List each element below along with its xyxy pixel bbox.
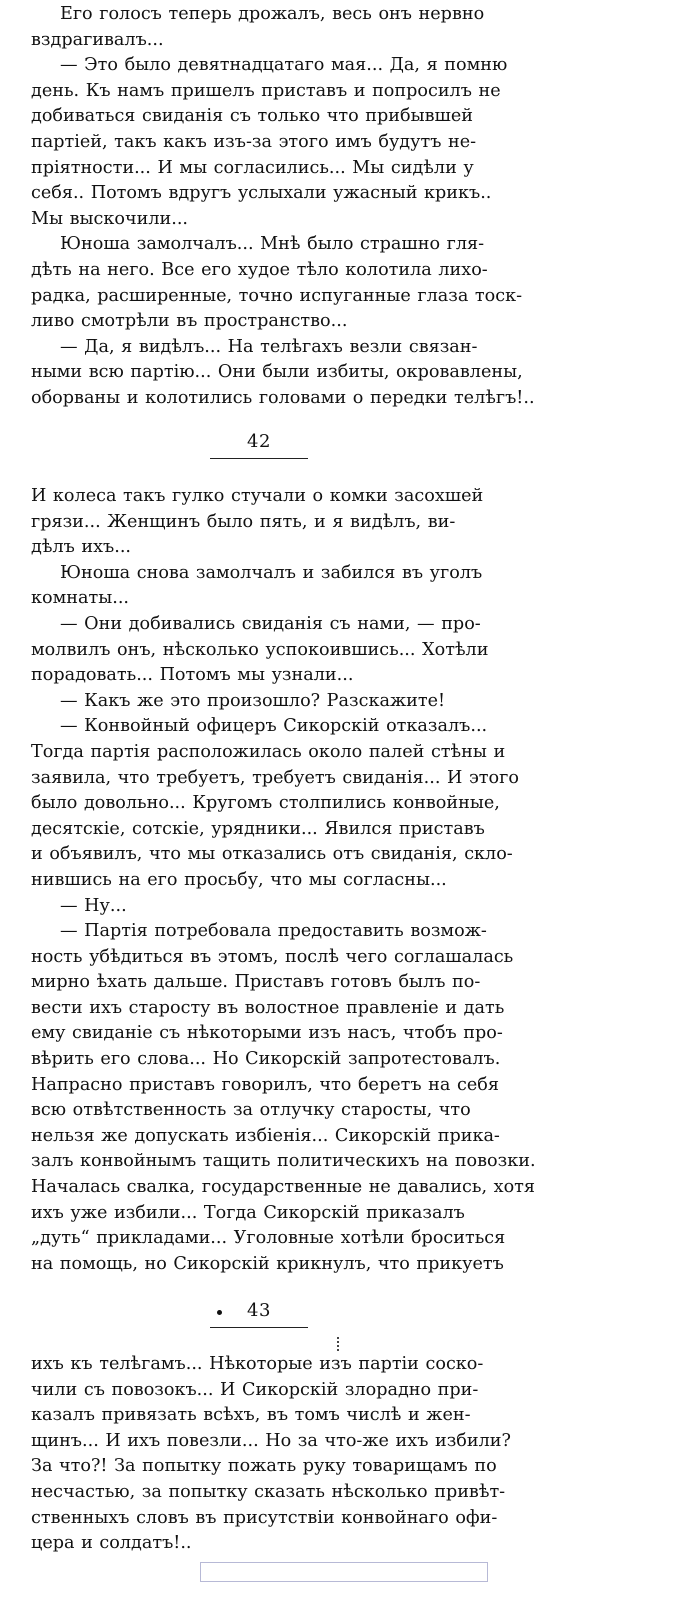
text-line: было довольно... Кругомъ столпились конвойные,	[31, 793, 500, 814]
text-line: на помощь, но Сикорскій крикнулъ, что прикуетъ	[31, 1253, 504, 1274]
text-line: чили съ повозокъ... И Сикорскій злорадно при-	[31, 1379, 479, 1400]
text-line: пріятности... И мы согласились... Мы сидѣли у	[31, 157, 474, 178]
paragraph	[31, 2, 489, 53]
text-line: вести ихъ старосту въ волостное правленіе и дать	[31, 997, 505, 1018]
page-number-label: 43	[247, 1300, 271, 1321]
text-line: ными всю партію... Они были избиты, окровавлены,	[31, 362, 523, 383]
text-line: вздрагивалъ...	[31, 29, 164, 50]
page-number-42	[210, 430, 308, 459]
ink-dots-mark	[337, 1337, 340, 1351]
text-line: ихъ уже избили... Тогда Сикорскій приказалъ	[31, 1202, 465, 1223]
text-line: радка, расширенные, точно испуганные глаза тоск-	[31, 285, 523, 306]
text-line: себя.. Потомъ вдругъ услыхали ужасный крикъ..	[31, 183, 492, 204]
text-line: грязи... Женщинъ было пять, и я видѣлъ, ви-	[31, 511, 456, 532]
text-line: — Они добивались свиданія съ нами, — про-	[60, 613, 481, 634]
text-line: ность убѣдиться въ этомъ, послѣ чего соглашалась	[31, 946, 514, 967]
text-line: вѣрить его слова... Но Сикорскій запротестовалъ.	[31, 1049, 501, 1070]
text-line: оборваны и колотились головами о передки телѣгъ!..	[31, 387, 535, 408]
text-line: день. Къ намъ пришелъ приставъ и попросилъ не	[31, 80, 501, 101]
paragraph	[31, 714, 519, 893]
paragraph	[31, 919, 536, 1277]
text-line: нившись на его просьбу, что мы согласны...	[31, 869, 447, 890]
text-line: дѣть на него. Все его худое тѣло колотила лихо-	[31, 259, 488, 280]
text-line: залъ конвойнымъ тащить политическихъ на повозки.	[31, 1151, 536, 1172]
text-line: несчастью, за попытку сказать нѣсколько привѣт-	[31, 1481, 506, 1502]
text-line: — Ну...	[60, 895, 127, 916]
paragraph	[31, 689, 489, 715]
text-line: ственныхъ словъ въ присутствіи конвойнаго офи-	[31, 1507, 498, 1528]
text-line: нельзя же допускать избіенія... Сикорскій прика-	[31, 1125, 500, 1146]
text-line: партіей, такъ какъ изъ-за этого имъ будутъ не-	[31, 131, 477, 152]
page-divider-rule	[210, 1327, 308, 1328]
text-line: Началась свалка, государственные не давались, хотя	[31, 1177, 536, 1198]
paragraph	[31, 612, 489, 689]
text-line: — Партія потребовала предоставить возмож-	[60, 921, 487, 942]
text-line: Юноша снова замолчалъ и забился въ уголъ	[60, 562, 483, 583]
text-line: ему свиданіе съ нѣкоторыми изъ насъ, чтобъ про-	[31, 1023, 503, 1044]
text-line: Мы выскочили...	[31, 208, 188, 229]
text-line: За что?! За попытку пожать руку товарищамъ по	[31, 1456, 497, 1477]
text-line: десятскіе, сотскіе, урядники... Явился приставъ	[31, 818, 485, 839]
paragraph	[31, 561, 489, 612]
text-line: И колеса такъ гулко стучали о комки засохшей	[31, 486, 484, 506]
text-line: — Это было девятнадцатаго мая... Да, я помню	[60, 55, 508, 76]
page-divider-rule	[210, 458, 308, 459]
page-number-43	[210, 1299, 308, 1328]
paragraph	[31, 484, 489, 561]
text-line: мирно ѣхать дальше. Приставъ готовъ былъ по-	[31, 972, 481, 993]
text-line: „дуть“ прикладами... Уголовные хотѣли броситься	[31, 1228, 506, 1249]
text-line: всю отвѣтственность за отлучку старосты, что	[31, 1100, 471, 1121]
text-line: Тогда партія расположилась около палей стѣны и	[31, 741, 506, 762]
text-line: Его голосъ теперь дрожалъ, весь онъ нервно	[60, 4, 485, 24]
text-line: Напрасно приставъ говорилъ, что беретъ на себя	[31, 1074, 499, 1095]
selection-highlight-box[interactable]	[200, 1562, 488, 1582]
text-line: — Конвойный офицеръ Сикорскій отказалъ...	[60, 716, 488, 737]
text-block-middle	[31, 484, 536, 1277]
text-line: — Да, я видѣлъ... На телѣгахъ везли связан-	[60, 336, 478, 357]
text-line: Юноша замолчалъ... Мнѣ было страшно гля-	[60, 234, 485, 255]
paragraph	[31, 232, 523, 334]
text-line: дѣлъ ихъ...	[31, 537, 132, 558]
text-line: ливо смотрѣли въ пространство...	[31, 311, 348, 332]
page-number-label: 42	[247, 431, 271, 452]
text-line: казалъ привязать всѣхъ, въ томъ числѣ и жен-	[31, 1405, 471, 1426]
text-line: и объявилъ, что мы отказались отъ свиданія, скло-	[31, 844, 513, 865]
text-line: — Какъ же это произошло? Разскажите!	[60, 690, 446, 711]
text-line: заявила, что требуетъ, требуетъ свиданія... И этого	[31, 767, 519, 788]
paragraph	[31, 335, 535, 412]
text-block-bottom	[31, 1352, 511, 1557]
text-line: ихъ къ телѣгамъ... Нѣкоторые изъ партіи соско-	[31, 1354, 484, 1374]
text-block-top	[31, 2, 535, 412]
text-line: порадовать... Потомъ мы узнали...	[31, 665, 354, 686]
text-line: молвилъ онъ, нѣсколько успокоившись... Хотѣли	[31, 639, 489, 660]
text-line: комнаты...	[31, 588, 130, 609]
paragraph	[31, 894, 489, 920]
text-line: цера и солдатъ!..	[31, 1533, 192, 1554]
paragraph	[31, 1352, 511, 1557]
text-line: щинъ... И ихъ повезли... Но за что-же ихъ избили?	[31, 1430, 511, 1451]
text-line: добиваться свиданія съ только что прибывшей	[31, 106, 474, 127]
paragraph	[31, 53, 508, 232]
